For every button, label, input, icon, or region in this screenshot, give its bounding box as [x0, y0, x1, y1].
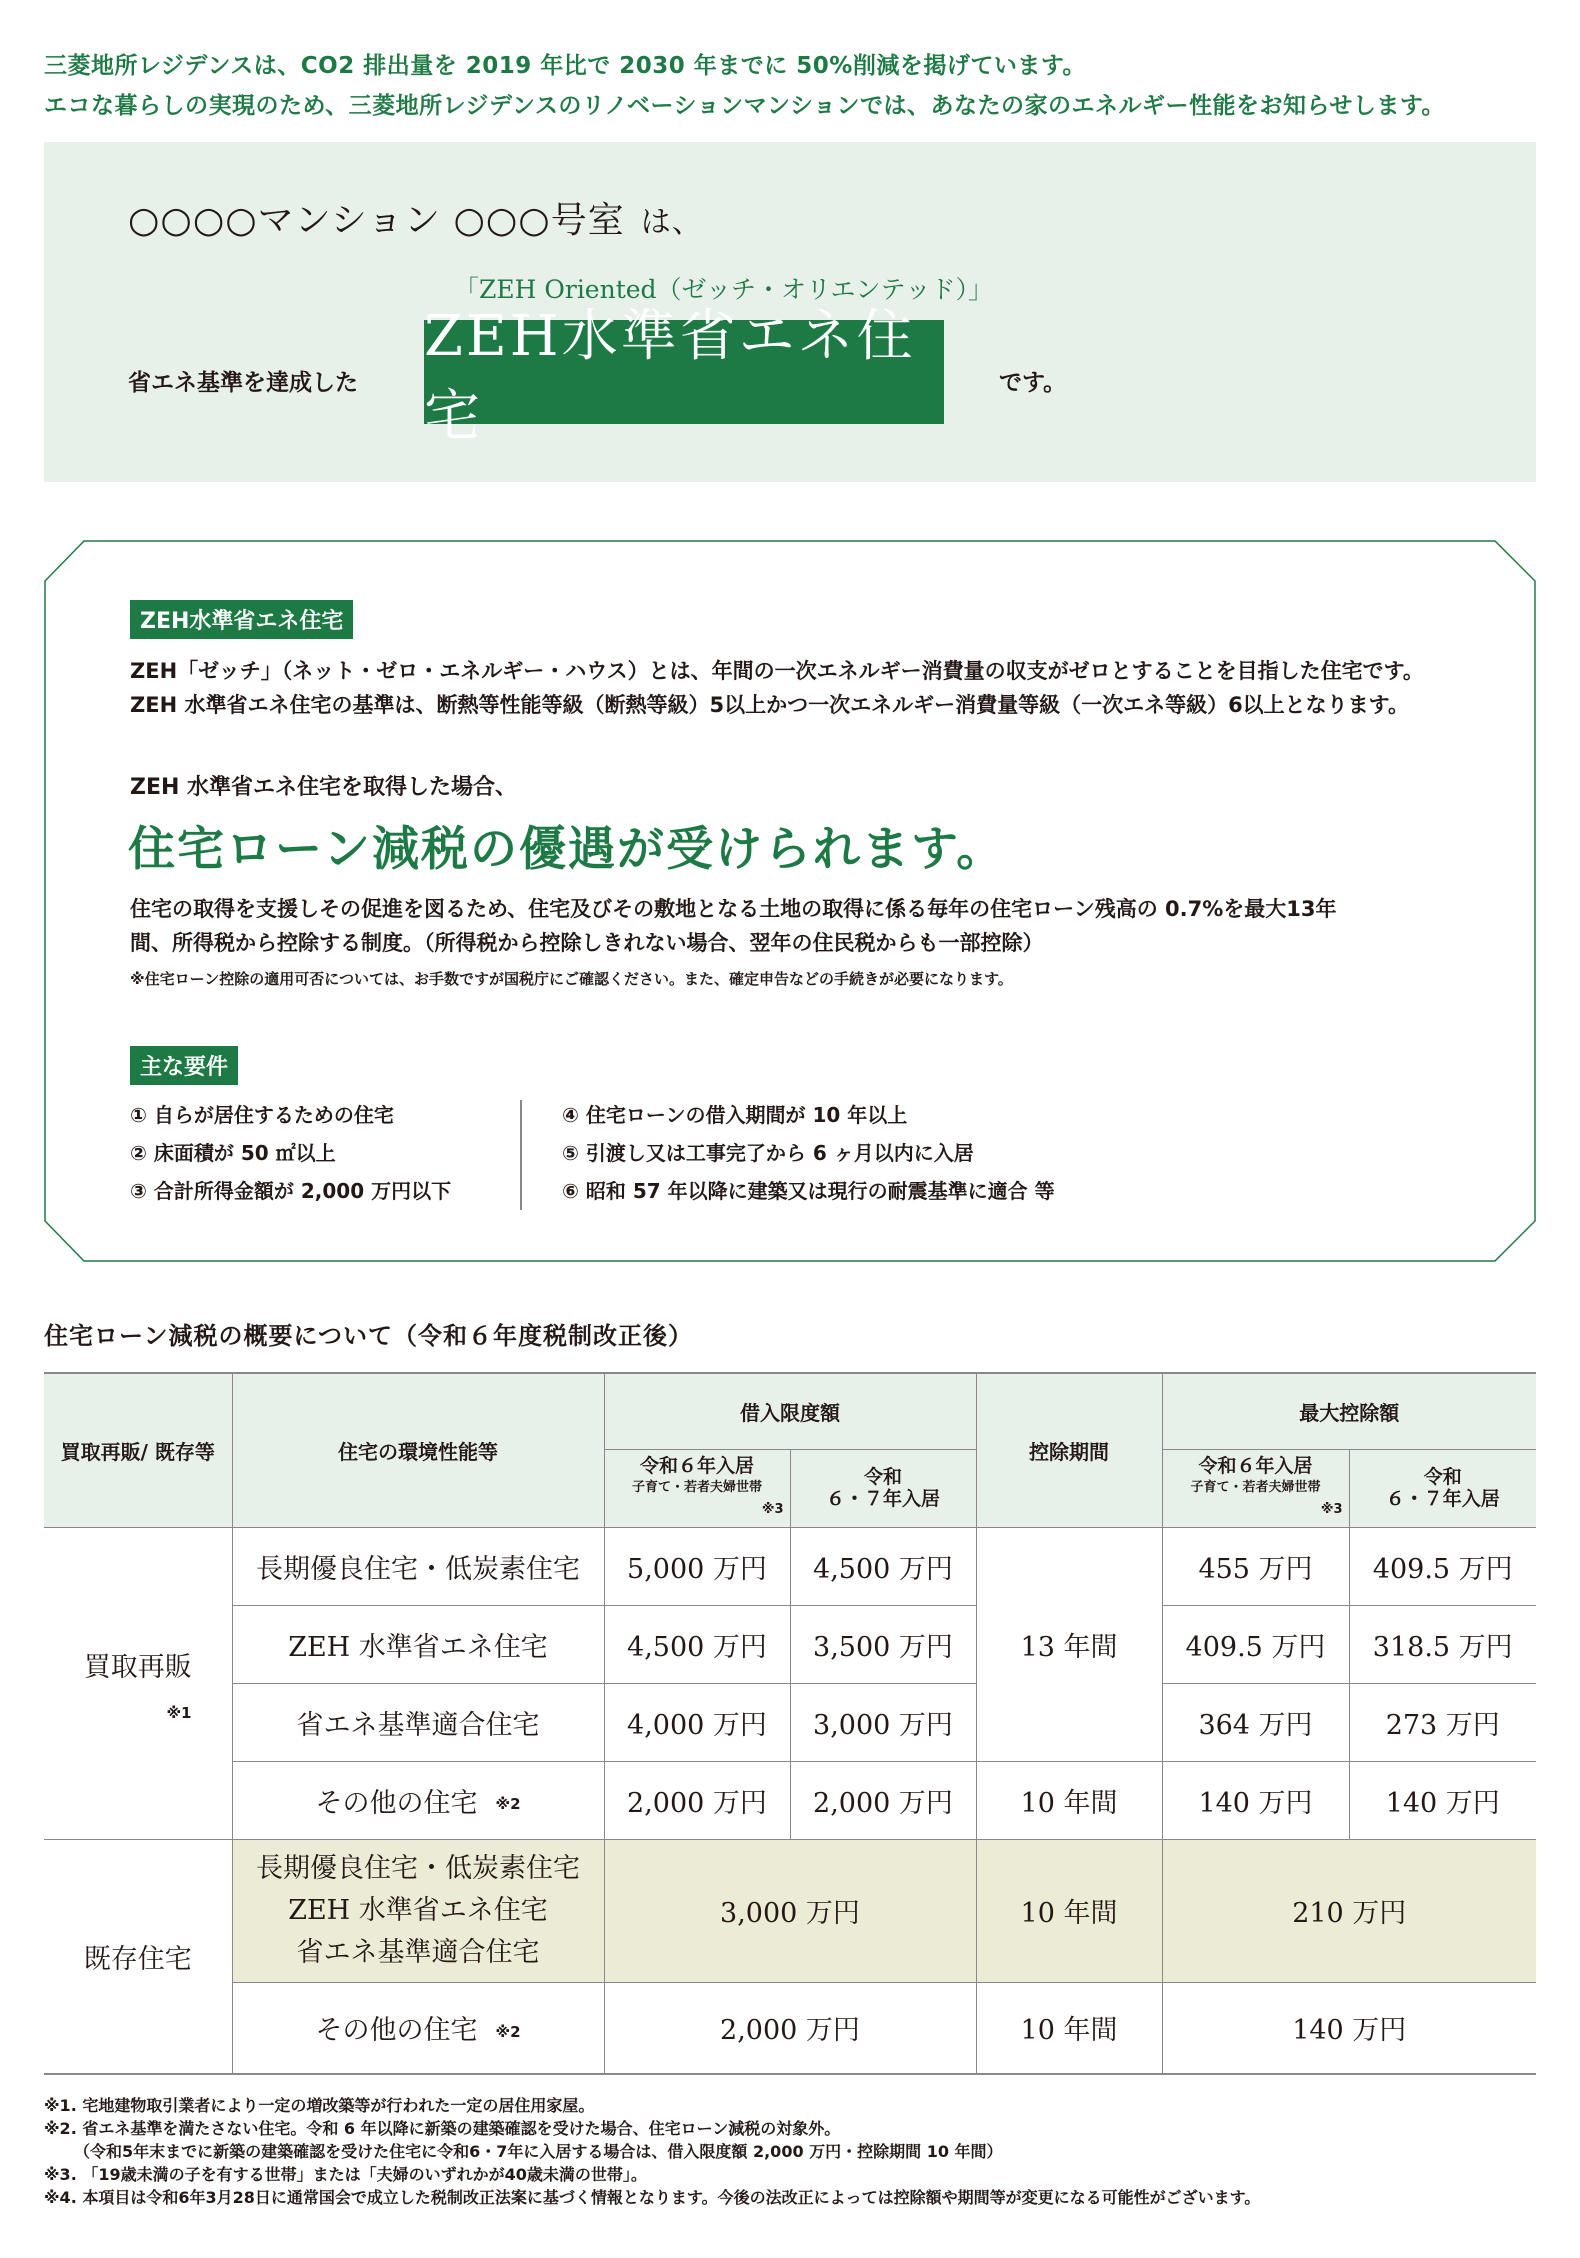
header-r67-label-b: ６・７年入居	[825, 1488, 940, 1510]
benefit-headline: 住宅ローン減税の優遇が受けられます。	[128, 822, 1006, 877]
requirements-right	[562, 1096, 1055, 1210]
performance-cell	[232, 1761, 604, 1839]
table-row	[44, 1761, 1536, 1839]
intro-line-2: エコな暮らしの実現のため、三菱地所レジデンスのリノベーションマンションでは、あなたの家のエネルギー性能をお知らせします。	[44, 93, 1446, 119]
category-resale-label: 買取再販	[83, 1651, 192, 1683]
max-r6-cell: 409.5 万円	[1162, 1605, 1349, 1683]
period-cell: 10 年間	[976, 1839, 1162, 1982]
max-r6-cell: 140 万円	[1162, 1761, 1349, 1839]
performance-other-note: ※2	[495, 2022, 521, 2041]
footnote-item: ※4. 本項目は令和6年3月28日に通常国会で成立した税制改正法案に基づく情報となります。今後の法改正によっては控除額や期間等が変更になる可能性がございます。	[44, 2188, 1261, 2207]
max-cell: 140 万円	[1162, 1982, 1536, 2074]
intro-text	[44, 46, 1544, 126]
table-row	[44, 1839, 1536, 1982]
performance-cell	[232, 1982, 604, 2074]
table-title: 住宅ローン減税の概要について（令和６年度税制改正後）	[44, 1322, 694, 1350]
tax-office-note: ※住宅ローン控除の適用可否については、お手数ですが国税庁にご確認ください。また、確定申告などの手続きが必要になります。	[130, 970, 1013, 988]
table-row	[44, 1982, 1536, 2074]
header-type: 買取再販/ 既存等	[44, 1373, 232, 1527]
category-resale-note: ※1	[166, 1703, 192, 1722]
max-r6-cell: 364 万円	[1162, 1683, 1349, 1761]
header-limit-r67	[790, 1449, 976, 1527]
limit-r6-cell: 4,500 万円	[604, 1605, 790, 1683]
period-cell: 10 年間	[976, 1761, 1162, 1839]
hero-pre-text: 省エネ基準を達成した	[128, 370, 358, 396]
limit-r67-cell: 3,000 万円	[790, 1683, 976, 1761]
requirement-item: ⑤ 引渡し又は工事完了から 6 ヶ月以内に入居	[562, 1141, 974, 1165]
period-cell: 10 年間	[976, 1982, 1162, 2074]
header-max-deduction: 最大控除額	[1162, 1373, 1536, 1449]
footnote-item: （令和5年末までに新築の建築確認を受けた住宅に令和6・7年に入居する場合は、借入限度額 2,000 万円・控除期間 10 年間）	[74, 2142, 1003, 2161]
table-row	[44, 1527, 1536, 1605]
limit-cell: 2,000 万円	[604, 1982, 976, 2074]
header-r6-label: 令和６年入居	[1198, 1455, 1313, 1477]
header-r6-note: ※3	[1320, 1502, 1343, 1517]
performance-line: 省エネ基準適合住宅	[296, 1936, 540, 1968]
category-existing: 既存住宅	[44, 1839, 232, 2074]
zeh-badge: ZEH水準省エネ住宅	[424, 320, 944, 424]
benefit-description	[130, 892, 1460, 960]
requirement-item: ④ 住宅ローンの借入期間が 10 年以上	[562, 1103, 908, 1127]
table-row	[44, 1683, 1536, 1761]
footnotes	[44, 2094, 1544, 2209]
footnote-item: ※1. 宅地建物取引業者により一定の増改築等が行われた一定の居住用家屋。	[44, 2096, 595, 2115]
property-name	[128, 192, 703, 243]
table-row	[44, 1605, 1536, 1683]
tax-reduction-table	[44, 1372, 1536, 2075]
intro-line-1: 三菱地所レジデンスは、CO2 排出量を 2019 年比で 2030 年までに 50%削減を掲げています。	[44, 53, 1086, 79]
footnote-item: ※2. 省エネ基準を満たさない住宅。令和 6 年以降に新築の建築確認を受けた場合、住宅ローン減税の対象外。	[44, 2119, 841, 2138]
limit-r67-cell: 3,500 万円	[790, 1605, 976, 1683]
performance-line: 長期優良住宅・低炭素住宅	[256, 1852, 580, 1884]
requirement-item: ③ 合計所得金額が 2,000 万円以下	[130, 1179, 452, 1203]
max-r67-cell: 409.5 万円	[1349, 1527, 1536, 1605]
max-r67-cell: 318.5 万円	[1349, 1605, 1536, 1683]
requirement-item: ② 床面積が 50 ㎡以上	[130, 1141, 336, 1165]
max-r67-cell: 140 万円	[1349, 1761, 1536, 1839]
max-r6-cell: 455 万円	[1162, 1527, 1349, 1605]
header-r67-label-b: ６・７年入居	[1385, 1488, 1500, 1510]
limit-r6-cell: 5,000 万円	[604, 1527, 790, 1605]
description-line-1: 住宅の取得を支援しその促進を図るため、住宅及びその敷地となる土地の取得に係る毎年の住宅ローン残高の 0.7%を最大13年	[130, 897, 1337, 921]
requirements-tag: 主な要件	[130, 1046, 238, 1085]
requirement-item: ① 自らが居住するための住宅	[130, 1103, 394, 1127]
definition-line-1: ZEH「ゼッチ」（ネット・ゼロ・エネルギー・ハウス）とは、年間の一次エネルギー消費量の収支がゼロとすることを目指した住宅です。	[130, 659, 1424, 683]
description-line-2: 間、所得税から控除する制度。（所得税から控除しきれない場合、翌年の住民税からも一部控除）	[130, 931, 1044, 955]
header-borrow-limit: 借入限度額	[604, 1373, 976, 1449]
definition-line-2: ZEH 水準省エネ住宅の基準は、断熱等性能等級（断熱等級）5以上かつ一次エネルギー消費量等級（一次エネ等級）6以上となります。	[130, 693, 1409, 717]
limit-r67-cell: 2,000 万円	[790, 1761, 976, 1839]
performance-other-note: ※2	[495, 1795, 521, 1813]
header-max-r6	[1162, 1449, 1349, 1527]
zeh-oriented-subtitle: 「ZEH Oriented（ゼッチ・オリエンテッド）」	[454, 275, 994, 304]
performance-cell: ZEH 水準省エネ住宅	[232, 1605, 604, 1683]
header-period: 控除期間	[976, 1373, 1162, 1527]
footnote-item: ※3. 「19歳未満の子を有する世帯」または「夫婦のいずれかが40歳未満の世帯」。	[44, 2165, 647, 2184]
property-particle: は、	[640, 205, 703, 240]
header-max-r67	[1349, 1449, 1536, 1527]
max-r67-cell: 273 万円	[1349, 1683, 1536, 1761]
requirements-left	[130, 1096, 451, 1210]
performance-cell	[232, 1839, 604, 1982]
header-r6-sub: 子育て・若者夫婦世帯	[1190, 1480, 1321, 1495]
limit-cell: 3,000 万円	[604, 1839, 976, 1982]
period-cell: 13 年間	[976, 1527, 1162, 1761]
limit-r6-cell: 4,000 万円	[604, 1683, 790, 1761]
condition-text: ZEH 水準省エネ住宅を取得した場合、	[130, 775, 518, 800]
header-r67-label: 令和	[1423, 1466, 1462, 1488]
requirement-item: ⑥ 昭和 57 年以降に建築又は現行の耐震基準に適合 等	[562, 1179, 1055, 1203]
limit-r67-cell: 4,500 万円	[790, 1527, 976, 1605]
performance-other-label: その他の住宅	[315, 2015, 478, 2047]
category-resale	[44, 1527, 232, 1839]
max-cell: 210 万円	[1162, 1839, 1536, 1982]
header-r6-label: 令和６年入居	[639, 1455, 754, 1477]
header-r67-label: 令和	[863, 1466, 902, 1488]
limit-r6-cell: 2,000 万円	[604, 1761, 790, 1839]
header-limit-r6	[604, 1449, 790, 1527]
requirements-divider	[520, 1100, 522, 1210]
header-performance: 住宅の環境性能等	[232, 1373, 604, 1527]
hero-post-text: です。	[999, 370, 1067, 396]
property-label: ○○○○マンション ○○○号室	[128, 200, 625, 241]
header-r6-note: ※3	[761, 1502, 784, 1517]
performance-cell: 省エネ基準適合住宅	[232, 1683, 604, 1761]
zeh-tag: ZEH水準省エネ住宅	[130, 600, 353, 639]
zeh-definition	[130, 654, 1510, 722]
performance-cell: 長期優良住宅・低炭素住宅	[232, 1527, 604, 1605]
performance-other-label: その他の住宅	[315, 1787, 478, 1819]
performance-line: ZEH 水準省エネ住宅	[288, 1894, 548, 1926]
header-r6-sub: 子育て・若者夫婦世帯	[631, 1480, 762, 1495]
hero-panel	[44, 142, 1536, 482]
